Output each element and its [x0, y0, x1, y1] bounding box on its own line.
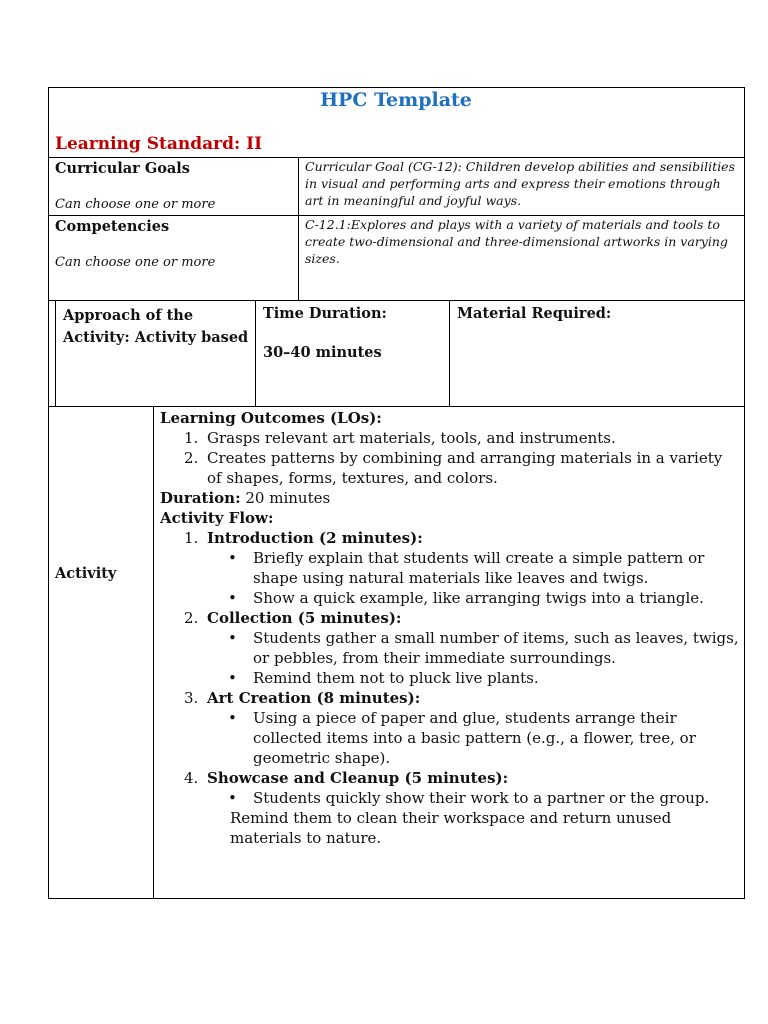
outcome-text: of shapes, forms, textures, and colors.: [207, 469, 498, 487]
step-number: 4.: [184, 769, 199, 787]
border-top: [48, 87, 745, 88]
approach-label: [63, 305, 248, 349]
bullet-icon: •: [228, 549, 237, 567]
step-bullet: • Remind them not to pluck live plants.: [228, 669, 539, 687]
outcome-number: 1.: [184, 429, 199, 447]
step-title: Art Creation (8 minutes):: [207, 689, 421, 707]
step-number: 3.: [184, 689, 199, 707]
divider: [55, 300, 56, 407]
bullet-icon: •: [228, 669, 237, 687]
bullet-icon: •: [228, 789, 237, 807]
learning-outcomes-heading: Learning Outcomes (LOs):: [160, 409, 382, 427]
divider: [298, 157, 299, 301]
step-title: Introduction (2 minutes):: [207, 529, 423, 547]
step-bullet: • Show a quick example, like arranging twigs into a triangle.: [228, 589, 704, 607]
step-title: Showcase and Cleanup (5 minutes):: [207, 769, 509, 787]
divider: [153, 406, 154, 899]
material-required-label: Material Required:: [457, 305, 612, 322]
step-number: 2.: [184, 609, 199, 627]
curricular-goal-text: Curricular Goal (CG-12): Children develop abilities and sensibilities in visual and performing arts and express their emotions through art in meaningful and joyful ways.: [305, 159, 735, 208]
step-bullet: • Students quickly show their work to a partner or the group.: [228, 789, 710, 807]
duration-line: Duration: 20 minutes: [160, 489, 331, 507]
flow-step: [160, 768, 740, 788]
bullet-icon: •: [228, 589, 237, 607]
border-right: [744, 87, 745, 899]
step-bullet: • Briefly explain that students will create a simple pattern or shape using natural materials like leaves and twigs.: [228, 549, 705, 587]
step-bullet: • Students gather a small number of items, such as leaves, twigs, or pebbles, from their immediate surroundings.: [228, 629, 739, 667]
approach-label-line2: Activity: Activity based: [63, 329, 249, 346]
divider: [48, 300, 745, 301]
learning-standard: Learning Standard: II: [55, 134, 263, 154]
curricular-goals-label: Curricular Goals: [55, 160, 190, 177]
flow-step: [160, 608, 740, 628]
competency-text: C-12.1:Explores and plays with a variety of materials and tools to create two-dimensional and three-dimensional artworks in varying sizes.: [305, 217, 728, 266]
outcome-number: 2.: [184, 449, 199, 467]
competencies-hint: Can choose one or more: [55, 255, 216, 270]
flow-step: [160, 528, 740, 548]
competencies-label: Competencies: [55, 218, 170, 235]
outcome-item: [160, 448, 740, 488]
flow-step: [160, 688, 740, 708]
bullet-icon: •: [228, 709, 237, 727]
outcome-text: Grasps relevant art materials, tools, and instruments.: [207, 429, 616, 447]
time-duration-value: 30–40 minutes: [263, 344, 382, 361]
bullet-icon: •: [228, 629, 237, 647]
activity-content: [160, 408, 740, 848]
activity-flow-heading: Activity Flow:: [160, 509, 274, 527]
outcome-text: Creates patterns by combining and arranging materials in a variety: [207, 449, 723, 467]
approach-label-line1: Approach of the: [63, 307, 194, 324]
divider: [449, 300, 450, 407]
step-number: 1.: [184, 529, 199, 547]
activity-label: Activity: [55, 565, 117, 582]
step-continuation: Remind them to clean their workspace and return unused materials to nature.: [230, 809, 672, 847]
curricular-goals-hint: Can choose one or more: [55, 197, 216, 212]
outcome-item: [160, 428, 740, 448]
step-bullet: • Using a piece of paper and glue, students arrange their collected items into a basic pattern (e.g., a flower, tree, or geometric shape).: [228, 709, 696, 767]
border-left: [48, 87, 49, 899]
divider: [255, 300, 256, 407]
step-title: Collection (5 minutes):: [207, 609, 402, 627]
page-title: HPC Template: [320, 89, 472, 111]
time-duration-label: Time Duration:: [263, 305, 387, 322]
